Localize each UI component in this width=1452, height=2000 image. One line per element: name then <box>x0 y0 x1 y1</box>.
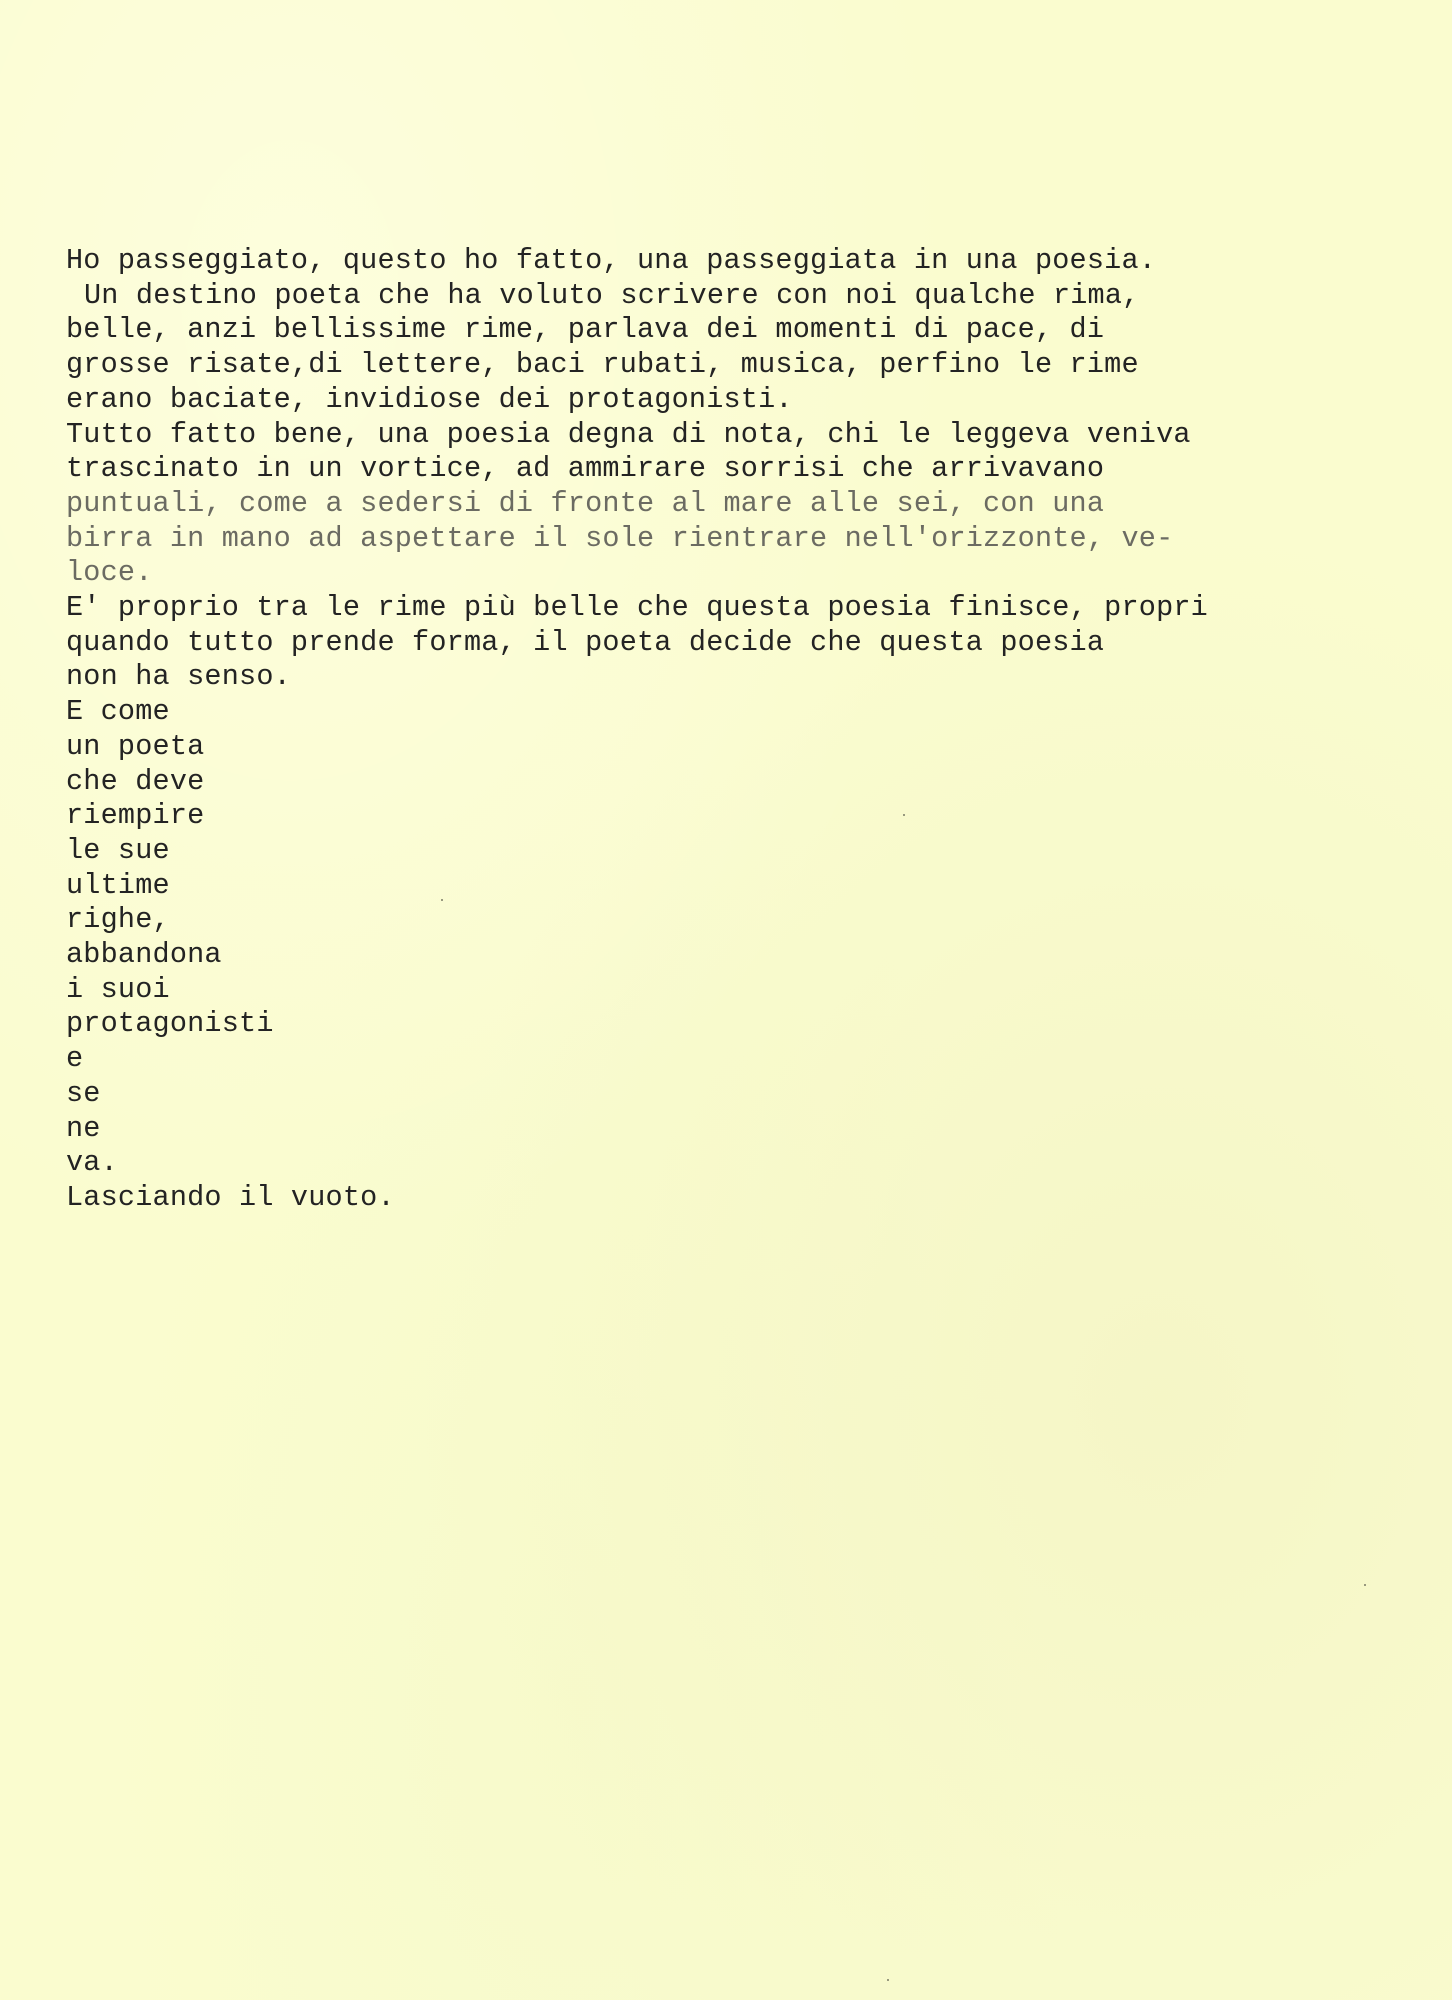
poem-line: e <box>66 1042 84 1076</box>
poem-line: erano baciate, invidiose dei protagonisti. <box>66 382 793 416</box>
poem-line: puntuali, come a sedersi di fronte al mare alle sei, con una <box>66 486 1105 520</box>
poem-line: non ha senso. <box>66 660 291 694</box>
poem-line: riempire <box>66 799 205 833</box>
poem-line: le sue <box>66 833 170 867</box>
poem-line: che deve <box>66 764 205 798</box>
poem-line: va. <box>66 1146 118 1180</box>
poem-line: E' proprio tra le rime più belle che questa poesia finisce, propri <box>66 591 1208 625</box>
poem-line: Un destino poeta che ha voluto scrivere con noi qualche rima, <box>84 278 1140 312</box>
poem-line: Ho passeggiato, questo ho fatto, una passeggiata in una poesia. <box>66 244 1157 277</box>
poem-line: un poeta <box>66 729 205 763</box>
paper-speck <box>1364 1584 1366 1586</box>
poem-line: righe, <box>66 903 170 937</box>
poem-line: belle, anzi bellissime rime, parlava dei momenti di pace, di <box>66 313 1105 347</box>
poem-line: E come <box>66 695 170 729</box>
poem-line: abbandona <box>66 938 222 972</box>
poem-line: loce. <box>66 556 153 590</box>
typed-poem <box>66 244 1396 1216</box>
poem-line: quando tutto prende forma, il poeta decide che questa poesia <box>66 625 1105 659</box>
poem-line: Tutto fatto bene, una poesia degna di nota, chi le leggeva veniva <box>66 417 1191 451</box>
poem-line: se <box>66 1076 101 1110</box>
poem-line: protagonisti <box>66 1007 274 1041</box>
poem-line: i suoi <box>66 972 170 1006</box>
poem-line: trascinato in un vortice, ad ammirare sorrisi che arrivavano <box>66 452 1105 486</box>
poem-line: Lasciando il vuoto. <box>66 1180 395 1214</box>
poem-line: ne <box>66 1111 101 1145</box>
paper-speck <box>887 1979 889 1981</box>
poem-line: birra in mano ad aspettare il sole rientrare nell'orizzonte, ve- <box>66 521 1174 555</box>
poem-line: ultime <box>66 868 170 902</box>
poem-line: grosse risate,di lettere, baci rubati, musica, perfino le rime <box>66 348 1139 382</box>
